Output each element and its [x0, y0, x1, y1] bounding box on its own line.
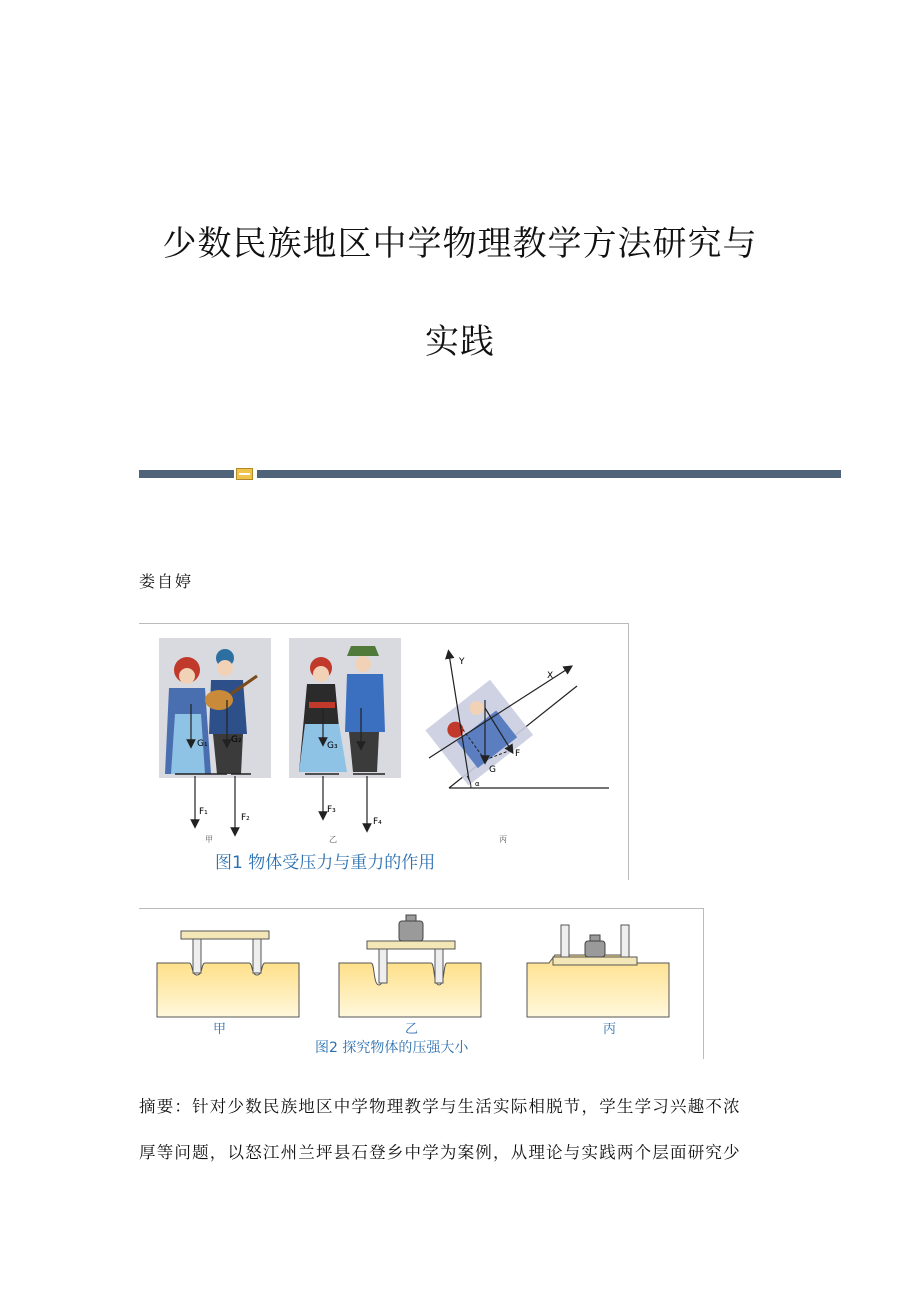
figure-1-drawing	[139, 624, 628, 880]
panel-jia-dancers-image	[159, 638, 271, 778]
abstract-line-1: 摘要：针对少数民族地区中学物理教学与生活实际相脱节，学生学习兴趣不浓	[139, 1097, 741, 1116]
title-divider-right	[257, 470, 841, 478]
panel-yi-dancers-image	[289, 638, 401, 778]
label-f3: F₃	[327, 805, 336, 815]
fig2-label-yi: 乙	[405, 1022, 419, 1037]
figure-2	[139, 908, 704, 1059]
figure-1-caption: 图1 物体受压力与重力的作用	[215, 853, 436, 873]
paper-title-line-1: 少数民族地区中学物理教学方法研究与	[162, 224, 758, 264]
fig1-label-yi: 乙	[329, 835, 337, 844]
panel-bing-incline-diagram	[425, 654, 609, 788]
figure-2-caption: 图2 探究物体的压强大小	[315, 1040, 469, 1056]
fig1-label-bing: 丙	[499, 835, 507, 844]
paper-title-line-2: 实践	[425, 322, 495, 362]
label-y: Y	[459, 657, 465, 667]
divider-ornament-icon	[236, 468, 253, 480]
label-f1: F₁	[199, 807, 208, 817]
abstract-line-2: 厚等问题，以怒江州兰坪县石登乡中学为案例，从理论与实践两个层面研究少	[139, 1143, 741, 1162]
panel-bing-sponge-inverted-table	[527, 925, 669, 1017]
label-f2: F₂	[241, 813, 250, 823]
label-x: X	[547, 671, 554, 681]
label-g: G	[489, 765, 496, 775]
label-f: F	[515, 749, 521, 759]
label-g3: G₃	[327, 741, 338, 751]
figure-1	[139, 623, 629, 880]
fig2-label-jia: 甲	[213, 1022, 227, 1037]
label-g1: G₁	[197, 739, 208, 749]
figure-2-drawing	[139, 909, 703, 1059]
label-f4: F₄	[373, 817, 382, 827]
author-name: 娄自婷	[139, 572, 194, 591]
fig2-label-bing: 丙	[603, 1022, 617, 1037]
panel-jia-sponge-table	[157, 931, 299, 1017]
fig1-label-jia: 甲	[205, 835, 213, 844]
panel-yi-sponge-weighted-table	[339, 915, 481, 1017]
label-alpha: α	[475, 780, 480, 788]
title-divider-left	[139, 470, 234, 478]
label-g2: G₂	[231, 735, 242, 745]
